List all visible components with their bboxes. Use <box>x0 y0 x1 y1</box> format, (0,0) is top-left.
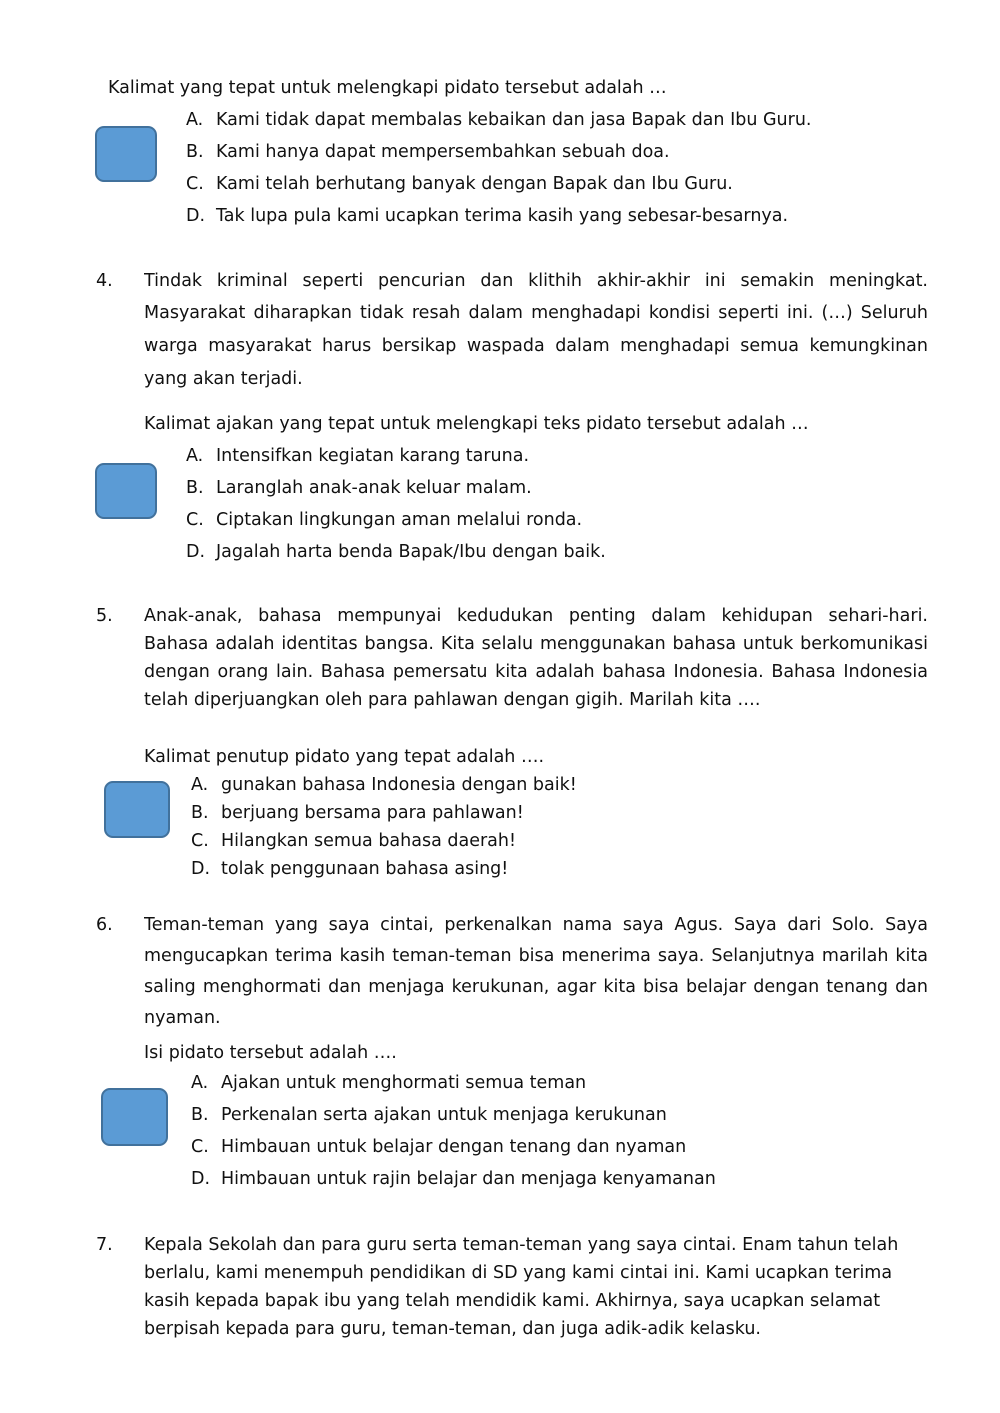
q5-passage-line-2: Bahasa adalah identitas bangsa. Kita selalu menggunakan bahasa untuk berkomunikasi <box>144 634 928 654</box>
q7-passage-line-4: berpisah kepada para guru, teman-teman, dan juga adik-adik kelasku. <box>144 1319 761 1339</box>
q7-passage-line-3: kasih kepada bapak ibu yang telah mendidik kami. Akhirnya, saya ucapkan selamat <box>144 1291 881 1311</box>
q6-passage-line-4: nyaman. <box>144 1008 221 1028</box>
q6-answer-box[interactable] <box>101 1088 168 1146</box>
q4-option-a: A. Intensifkan kegiatan karang taruna. <box>186 446 530 466</box>
q5-option-d: D. tolak penggunaan bahasa asing! <box>191 859 509 879</box>
q6-passage-line-3: saling menghormati dan menjaga kerukunan, agar kita bisa belajar dengan tenang dan <box>144 977 928 997</box>
q6-option-b: B. Perkenalan serta ajakan untuk menjaga kerukunan <box>191 1105 667 1125</box>
q6-option-d: D. Himbauan untuk rajin belajar dan menjaga kenyamanan <box>191 1169 716 1189</box>
q5-answer-box[interactable] <box>104 781 170 838</box>
q7-passage-line-1: Kepala Sekolah dan para guru serta teman-teman yang saya cintai. Enam tahun telah <box>144 1235 899 1255</box>
q4-answer-box[interactable] <box>95 463 157 519</box>
q3-option-d: D. Tak lupa pula kami ucapkan terima kasih yang sebesar-besarnya. <box>186 206 789 226</box>
q3-option-a: A. Kami tidak dapat membalas kebaikan dan jasa Bapak dan Ibu Guru. <box>186 110 812 130</box>
q4-passage-line-4: yang akan terjadi. <box>144 369 303 389</box>
q3-option-b: B. Kami hanya dapat mempersembahkan sebuah doa. <box>186 142 670 162</box>
q6-passage-line-1: Teman-teman yang saya cintai, perkenalkan nama saya Agus. Saya dari Solo. Saya <box>144 915 928 935</box>
q7-passage-line-2: berlalu, kami menempuh pendidikan di SD yang kami cintai ini. Kami ucapkan terima <box>144 1263 893 1283</box>
q4-passage-line-2: Masyarakat diharapkan tidak resah dalam menghadapi kondisi seperti ini. (…) Seluruh <box>144 303 928 323</box>
q4-number: 4. <box>96 271 113 291</box>
q4-prompt: Kalimat ajakan yang tepat untuk melengkapi teks pidato tersebut adalah … <box>144 414 809 434</box>
q5-passage-line-3: dengan orang lain. Bahasa pemersatu kita adalah bahasa Indonesia. Bahasa Indonesia <box>144 662 928 682</box>
q4-option-d: D. Jagalah harta benda Bapak/Ibu dengan baik. <box>186 542 606 562</box>
q5-passage-line-1: Anak-anak, bahasa mempunyai kedudukan penting dalam kehidupan sehari-hari. <box>144 606 928 626</box>
q5-passage-line-4: telah diperjuangkan oleh para pahlawan dengan gigih. Marilah kita …. <box>144 690 761 710</box>
q4-option-c: C. Ciptakan lingkungan aman melalui ronda. <box>186 510 583 530</box>
q6-prompt: Isi pidato tersebut adalah …. <box>144 1043 397 1063</box>
q7-number: 7. <box>96 1235 113 1255</box>
q6-option-c: C. Himbauan untuk belajar dengan tenang dan nyaman <box>191 1137 687 1157</box>
q5-option-a: A. gunakan bahasa Indonesia dengan baik! <box>191 775 577 795</box>
q3-prompt: Kalimat yang tepat untuk melengkapi pidato tersebut adalah … <box>108 78 667 98</box>
q6-option-a: A. Ajakan untuk menghormati semua teman <box>191 1073 587 1093</box>
q5-number: 5. <box>96 606 113 626</box>
q4-passage-line-1: Tindak kriminal seperti pencurian dan klithih akhir-akhir ini semakin meningkat. <box>144 271 928 291</box>
q3-option-c: C. Kami telah berhutang banyak dengan Bapak dan Ibu Guru. <box>186 174 733 194</box>
q5-option-b: B. berjuang bersama para pahlawan! <box>191 803 524 823</box>
q4-passage-line-3: warga masyarakat harus bersikap waspada dalam menghadapi semua kemungkinan <box>144 336 928 356</box>
q6-number: 6. <box>96 915 113 935</box>
q5-option-c: C. Hilangkan semua bahasa daerah! <box>191 831 516 851</box>
q4-option-b: B. Laranglah anak-anak keluar malam. <box>186 478 532 498</box>
q5-prompt: Kalimat penutup pidato yang tepat adalah …. <box>144 747 545 767</box>
q3-answer-box[interactable] <box>95 126 157 182</box>
q6-passage-line-2: mengucapkan terima kasih teman-teman bisa menerima saya. Selanjutnya marilah kita <box>144 946 928 966</box>
